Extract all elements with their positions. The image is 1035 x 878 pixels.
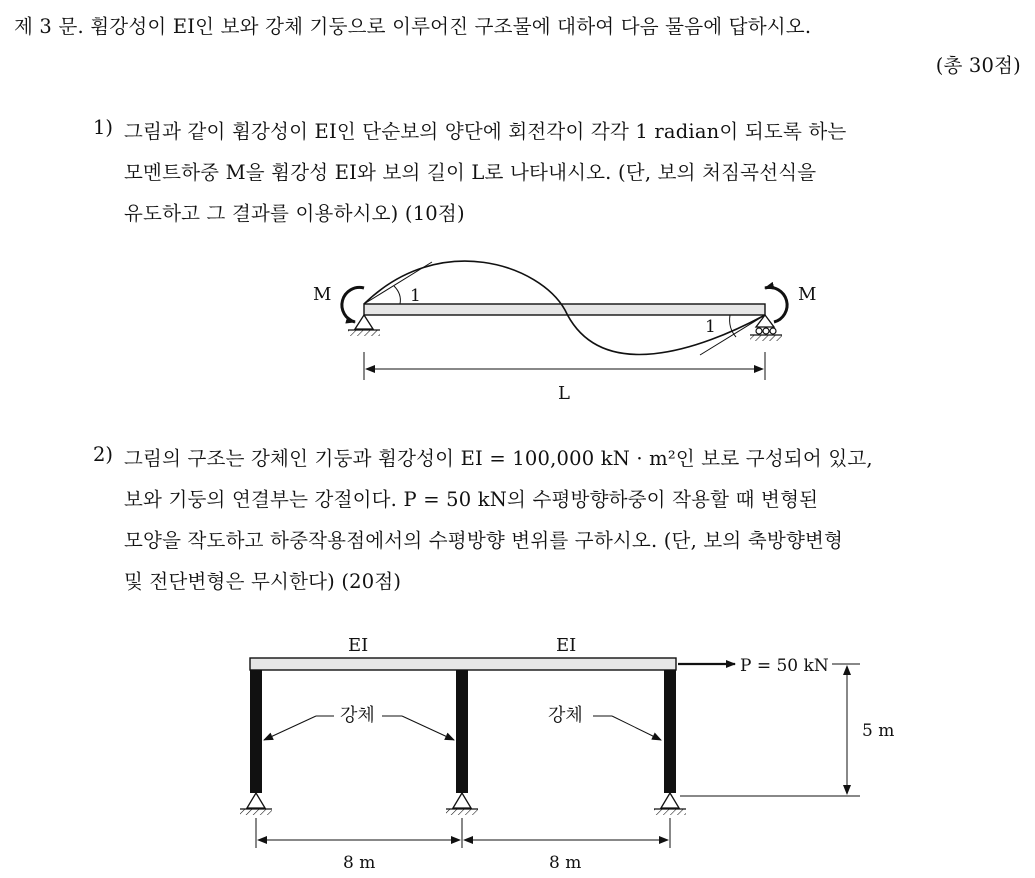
moment-arrow-left: [342, 287, 364, 322]
moment-arrow-right: [765, 287, 787, 322]
load-label: P = 50 kN: [740, 656, 829, 676]
pin-support-1: [240, 793, 272, 815]
frame-beam: [250, 658, 676, 670]
tangent-left: [364, 262, 432, 304]
q2-line-2: 보와 기둥의 연결부는 강절이다. P = 50 kN의 수평방향하중이 작용할 때 변형된: [124, 488, 819, 511]
span-label: L: [558, 383, 570, 404]
q2-number: 2): [93, 443, 114, 466]
pin-support-2: [446, 793, 478, 815]
roller-support-right: [750, 315, 782, 341]
q2-line-1: 그림의 구조는 강체인 기둥과 휨강성이 EI = 100,000 kN · m²인 보로 구성되어 있고,: [124, 447, 873, 470]
beam-right-label: EI: [556, 635, 577, 656]
q1-line-2: 모멘트하중 M을 휨강성 EI와 보의 길이 L로 나타내시오. (단, 보의 처짐곡선식을: [124, 161, 817, 184]
q1-number: 1): [93, 116, 114, 139]
height-label: 5 m: [862, 721, 895, 741]
q2-line-4: 및 전단변형은 무시한다) (20점): [124, 570, 402, 593]
angle-left-label: 1: [410, 286, 421, 306]
q2-line-3: 모양을 작도하고 하중작용점에서의 수평방향 변위를 구하시오. (단, 보의 축방향변형: [124, 529, 844, 552]
beam-left-label: EI: [348, 635, 369, 656]
rigid-column-left: [250, 670, 262, 793]
rigid-label-left: 강체: [340, 705, 375, 726]
rigid-leader-right: [612, 716, 661, 740]
problem-header: 제 3 문. 휨강성이 EI인 보와 강체 기둥으로 이루어진 구조물에 대하여 다음 물음에 답하시오.: [14, 15, 812, 38]
moment-left-label: M: [313, 284, 332, 305]
figure-2: [240, 635, 894, 873]
span-right-label: 8 m: [549, 853, 582, 873]
rigid-label-right: 강체: [548, 705, 583, 726]
span-left-label: 8 m: [343, 853, 376, 873]
rigid-column-right: [664, 670, 676, 793]
rigid-leader-left: [264, 716, 316, 740]
rigid-leader-middle: [402, 716, 454, 740]
figure-1: [313, 261, 816, 404]
q1-line-3: 유도하고 그 결과를 이용하시오) (10점): [124, 202, 465, 225]
moment-right-label: M: [798, 284, 817, 305]
pin-support-left: [348, 315, 380, 336]
angle-right-label: 1: [705, 317, 716, 337]
q1-line-1: 그림과 같이 휨강성이 EI인 단순보의 양단에 회전각이 각각 1 radian이 되도록 하는: [124, 120, 847, 143]
rigid-column-middle: [456, 670, 468, 793]
problem-points: (총 30점): [935, 54, 1021, 77]
